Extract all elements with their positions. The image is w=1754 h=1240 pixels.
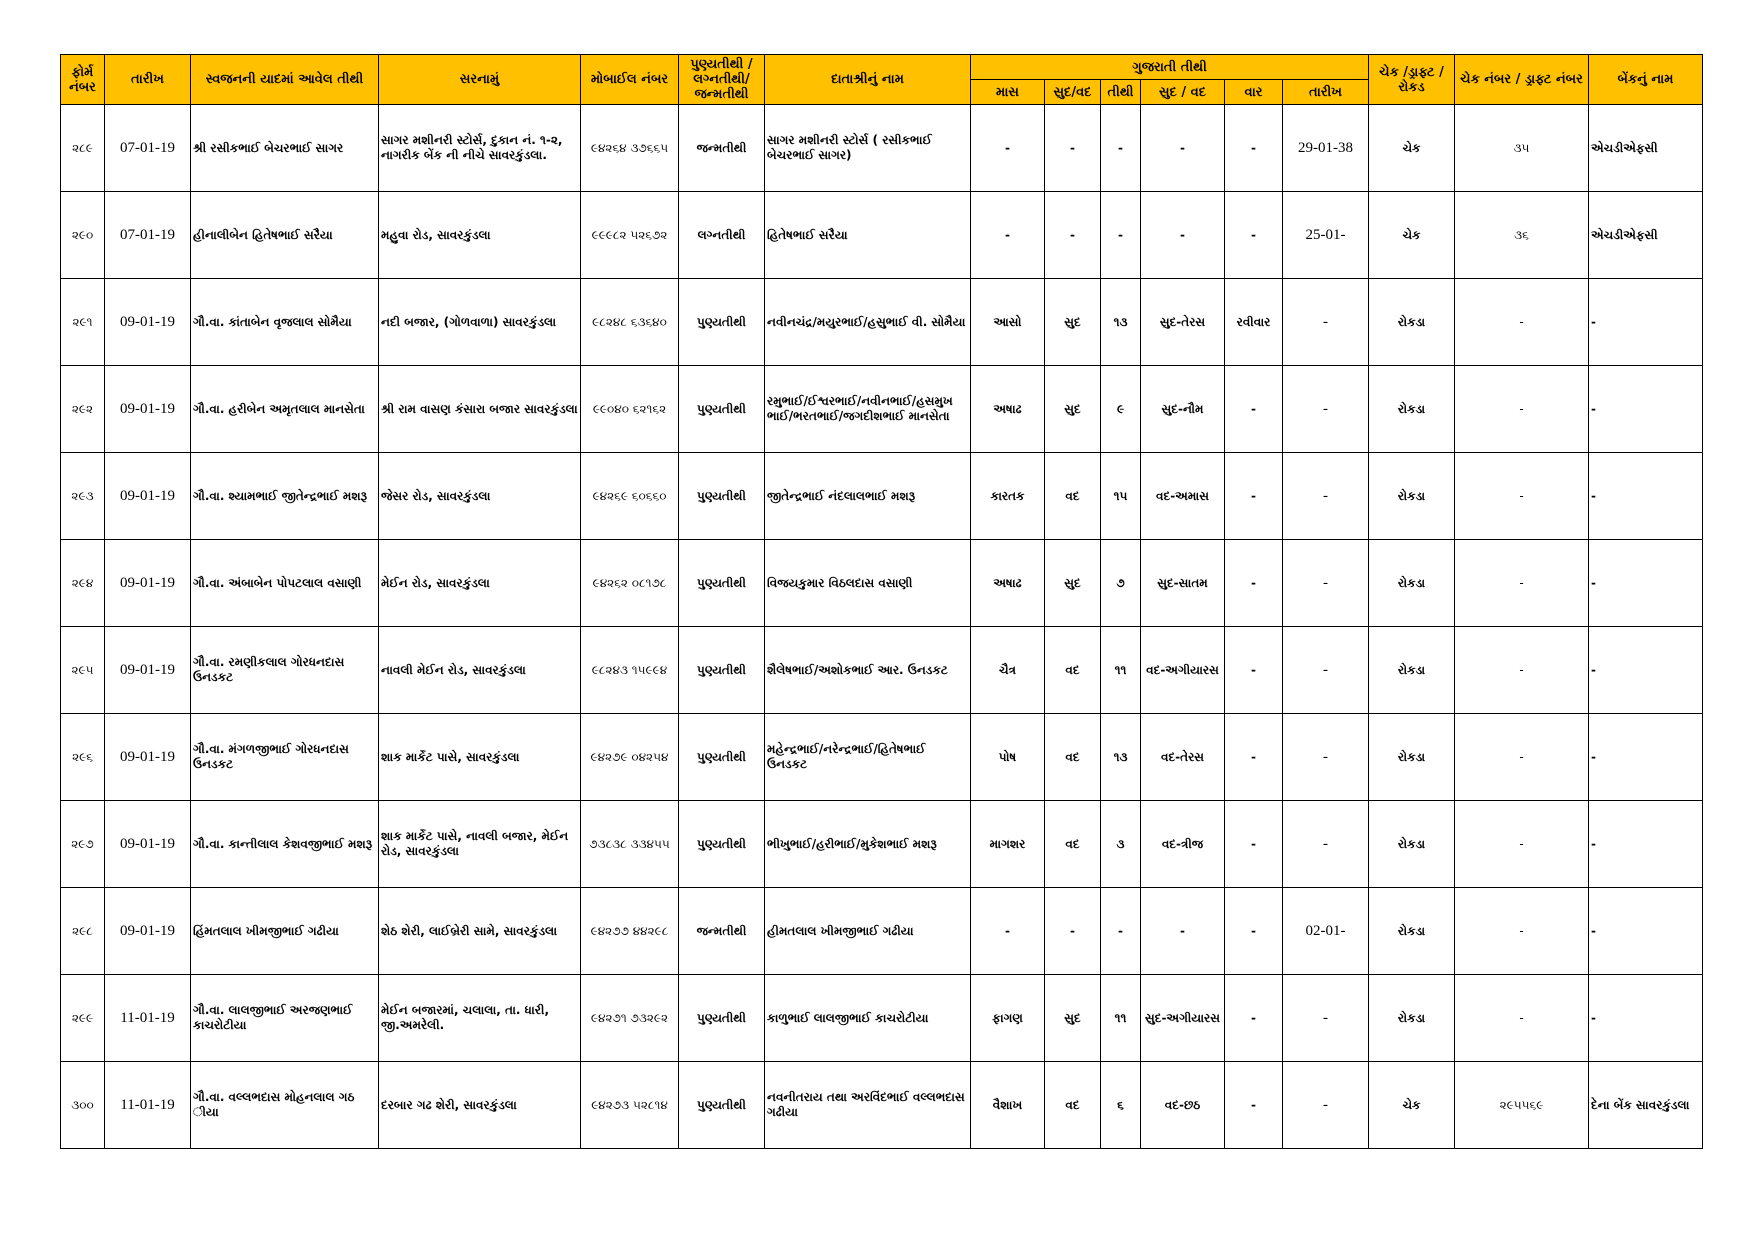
donor-cell: મહેન્દ્રભાઈ/નરેન્દ્રભાઈ/હિતેષભાઈ ઉનડકટ: [765, 714, 971, 801]
tithi-date-cell: 25-01-: [1283, 192, 1369, 279]
tithi-number-cell: ૭: [1101, 540, 1141, 627]
form-number-cell: ૨૯૧: [61, 279, 105, 366]
address-cell: શાક માર્કેટ પાસે, સાવરકુંડલા: [379, 714, 581, 801]
payment-type-cell: રોકડા: [1369, 366, 1455, 453]
mobile-cell: ૭૩૮૩૮ ૩૩૪૫૫: [581, 801, 679, 888]
payment-type-cell: ચેક: [1369, 1062, 1455, 1149]
month-cell: ફાગણ: [971, 975, 1045, 1062]
bank-name-cell: એચડીએફસી: [1589, 105, 1703, 192]
sud-vad-cell: વદ: [1045, 1062, 1101, 1149]
bank-name-cell: દેના બેંક સાવરકુંડલા: [1589, 1062, 1703, 1149]
sud-vad-cell: -: [1045, 888, 1101, 975]
donor-cell: નવનીતરાય તથા અરવિંદભાઈ વલ્લભદાસ ગઢીયા: [765, 1062, 971, 1149]
mobile-cell: ૯૪૨૭૭ ૪૪૨૯૮: [581, 888, 679, 975]
sud-vad-cell: સુદ: [1045, 975, 1101, 1062]
weekday-cell: -: [1225, 801, 1283, 888]
payment-type-cell: રોકડા: [1369, 714, 1455, 801]
donor-cell: શૈલેષભાઈ/અશોકભાઈ આર. ઉનડકટ: [765, 627, 971, 714]
bank-name-cell: -: [1589, 888, 1703, 975]
tithi-number-cell: ૩: [1101, 801, 1141, 888]
weekday-cell: -: [1225, 105, 1283, 192]
form-number-cell: ૨૮૯: [61, 105, 105, 192]
header-cheque-no: ચેક નંબર / ડ્રાફ્ટ નંબર: [1455, 55, 1589, 105]
date-cell: 09-01-19: [105, 453, 191, 540]
tithi-name-cell: ગૌ.વા. રમણીકલાલ ગોરધનદાસ ઉનડકટ: [191, 627, 379, 714]
mobile-cell: ૯૪૨૬૯ ૬૦૬૬૦: [581, 453, 679, 540]
month-cell: ચૈત્ર: [971, 627, 1045, 714]
month-cell: કારતક: [971, 453, 1045, 540]
tithi-date-cell: -: [1283, 453, 1369, 540]
tithi-date-cell: -: [1283, 279, 1369, 366]
address-cell: સાગર મશીનરી સ્ટોર્સ, દુકાન નં. ૧-૨, નાગરીક બેંક ની નીચે સાવરકુંડલા.: [379, 105, 581, 192]
header-occasion: પુણ્યતીથી / લગ્નતીથી/ જન્મતીથી: [679, 55, 765, 105]
mobile-cell: ૯૪૨૭૧ ૭૩૨૯૨: [581, 975, 679, 1062]
payment-type-cell: રોકડા: [1369, 627, 1455, 714]
payment-type-cell: ચેક: [1369, 105, 1455, 192]
occasion-cell: જન્મતીથી: [679, 105, 765, 192]
address-cell: નાવલી મેઈન રોડ, સાવરકુંડલા: [379, 627, 581, 714]
date-cell: 09-01-19: [105, 540, 191, 627]
occasion-cell: પુણ્યતીથી: [679, 714, 765, 801]
payment-type-cell: ચેક: [1369, 192, 1455, 279]
tithi-date-cell: -: [1283, 975, 1369, 1062]
payment-type-cell: રોકડા: [1369, 888, 1455, 975]
address-cell: જેસર રોડ, સાવરકુંડલા: [379, 453, 581, 540]
sud-vad-name-cell: સુદ-સાતમ: [1141, 540, 1225, 627]
donor-cell: સાગર મશીનરી સ્ટોર્સ ( રસીકભાઈ બેચરભાઈ સાગર): [765, 105, 971, 192]
date-cell: 11-01-19: [105, 975, 191, 1062]
bank-name-cell: -: [1589, 366, 1703, 453]
mobile-cell: ૯૮૨૪૮ ૬૩૬૪૦: [581, 279, 679, 366]
form-number-cell: ૨૯૦: [61, 192, 105, 279]
donor-cell: વિજયકુમાર વિઠલદાસ વસાણી: [765, 540, 971, 627]
tithi-number-cell: ૯: [1101, 366, 1141, 453]
sud-vad-cell: -: [1045, 105, 1101, 192]
occasion-cell: પુણ્યતીથી: [679, 801, 765, 888]
table-row: [61, 279, 1703, 366]
tithi-number-cell: -: [1101, 192, 1141, 279]
tithi-number-cell: ૧૧: [1101, 627, 1141, 714]
cheque-number-cell: -: [1455, 279, 1589, 366]
tithi-name-cell: શ્રી રસીકભાઈ બેચરભાઈ સાગર: [191, 105, 379, 192]
tithi-name-cell: ગૌ.વા. અંબાબેન પોપટલાલ વસાણી: [191, 540, 379, 627]
tithi-name-cell: ગૌ.વા. કાન્તીલાલ કેશવજીભાઈ મશરૂ: [191, 801, 379, 888]
date-cell: 09-01-19: [105, 627, 191, 714]
weekday-cell: -: [1225, 888, 1283, 975]
cheque-number-cell: -: [1455, 627, 1589, 714]
tithi-number-cell: ૧૩: [1101, 714, 1141, 801]
occasion-cell: લગ્નતીથી: [679, 192, 765, 279]
table-row: [61, 192, 1703, 279]
tithi-number-cell: ૬: [1101, 1062, 1141, 1149]
weekday-cell: -: [1225, 714, 1283, 801]
cheque-number-cell: ૩૬: [1455, 192, 1589, 279]
table-row: [61, 801, 1703, 888]
header-gujarati-tithi: ગુજરાતી તીથી: [971, 55, 1369, 80]
table-row: [61, 627, 1703, 714]
tithi-date-cell: -: [1283, 540, 1369, 627]
weekday-cell: -: [1225, 1062, 1283, 1149]
form-number-cell: ૨૯૯: [61, 975, 105, 1062]
tithi-name-cell: હીનાલીબેન હિતેષભાઈ સરૈયા: [191, 192, 379, 279]
bank-name-cell: -: [1589, 714, 1703, 801]
mobile-cell: ૯૪૨૬૪ ૩૭૬૬૫: [581, 105, 679, 192]
header-tithi: સ્વજનની યાદમાં આવેલ તીથી: [191, 55, 379, 105]
address-cell: શેઠ શેરી, લાઈબ્રેરી સામે, સાવરકુંડલા: [379, 888, 581, 975]
header-sud-vad-name: સુદ / વદ: [1141, 80, 1225, 105]
donor-cell: ભીખુભાઈ/હરીભાઈ/મુકેશભાઈ મશરૂ: [765, 801, 971, 888]
header-tithi-no: તીથી: [1101, 80, 1141, 105]
donor-cell: રમુભાઈ/ઈશ્વરભાઈ/નવીનભાઈ/હસમુખ ભાઈ/ભરતભાઈ/જગદીશભાઈ માનસેતા: [765, 366, 971, 453]
table-row: [61, 540, 1703, 627]
cheque-number-cell: -: [1455, 453, 1589, 540]
address-cell: શાક માર્કેટ પાસે, નાવલી બજાર, મેઈન રોડ, સાવરકુંડલા: [379, 801, 581, 888]
occasion-cell: પુણ્યતીથી: [679, 1062, 765, 1149]
sud-vad-cell: સુદ: [1045, 279, 1101, 366]
tithi-number-cell: -: [1101, 888, 1141, 975]
weekday-cell: -: [1225, 453, 1283, 540]
tithi-date-cell: -: [1283, 1062, 1369, 1149]
donor-cell: જીતેન્દ્રભાઈ નંદલાલભાઈ મશરૂ: [765, 453, 971, 540]
header-sud-vad: સુદ/વદ: [1045, 80, 1101, 105]
sud-vad-name-cell: વદ-તેરસ: [1141, 714, 1225, 801]
sud-vad-cell: સુદ: [1045, 540, 1101, 627]
tithi-date-cell: -: [1283, 366, 1369, 453]
mobile-cell: ૯૮૨૪૩ ૧૫૯૯૪: [581, 627, 679, 714]
header-month: માસ: [971, 80, 1045, 105]
date-cell: 11-01-19: [105, 1062, 191, 1149]
header-bank: બેંકનું નામ: [1589, 55, 1703, 105]
month-cell: વૈશાખ: [971, 1062, 1045, 1149]
sud-vad-name-cell: સુદ-નૌમ: [1141, 366, 1225, 453]
month-cell: -: [971, 105, 1045, 192]
month-cell: આસો: [971, 279, 1045, 366]
form-number-cell: ૨૯૮: [61, 888, 105, 975]
bank-name-cell: -: [1589, 540, 1703, 627]
weekday-cell: -: [1225, 627, 1283, 714]
month-cell: -: [971, 888, 1045, 975]
table-row: [61, 105, 1703, 192]
table-row: [61, 453, 1703, 540]
occasion-cell: પુણ્યતીથી: [679, 975, 765, 1062]
sud-vad-name-cell: -: [1141, 888, 1225, 975]
cheque-number-cell: -: [1455, 801, 1589, 888]
month-cell: પોષ: [971, 714, 1045, 801]
sud-vad-name-cell: વદ-ત્રીજ: [1141, 801, 1225, 888]
cheque-number-cell: -: [1455, 888, 1589, 975]
address-cell: શ્રી રામ વાસણ કંસારા બજાર સાવરકુંડલા: [379, 366, 581, 453]
tithi-date-cell: 02-01-: [1283, 888, 1369, 975]
header-date: તારીખ: [105, 55, 191, 105]
date-cell: 09-01-19: [105, 366, 191, 453]
sud-vad-cell: વદ: [1045, 627, 1101, 714]
form-number-cell: ૩૦૦: [61, 1062, 105, 1149]
date-cell: 07-01-19: [105, 192, 191, 279]
form-number-cell: ૨૯૪: [61, 540, 105, 627]
bank-name-cell: -: [1589, 453, 1703, 540]
sud-vad-name-cell: સુદ-તેરસ: [1141, 279, 1225, 366]
tithi-name-cell: ગૌ.વા. મંગળજીભાઈ ગોરધનદાસ ઉનડકટ: [191, 714, 379, 801]
tithi-number-cell: ૧૫: [1101, 453, 1141, 540]
month-cell: અષાઢ: [971, 540, 1045, 627]
mobile-cell: ૯૪૨૬૨ ૦૮૧૭૮: [581, 540, 679, 627]
date-cell: 09-01-19: [105, 888, 191, 975]
sud-vad-cell: વદ: [1045, 801, 1101, 888]
tithi-number-cell: ૧૧: [1101, 975, 1141, 1062]
header-address: સરનામું: [379, 55, 581, 105]
donor-cell: હિતેષભાઈ સરૈયા: [765, 192, 971, 279]
tithi-date-cell: -: [1283, 714, 1369, 801]
tithi-name-cell: ગૌ.વા. શ્યામભાઈ જીતેન્દ્રભાઈ મશરૂ: [191, 453, 379, 540]
mobile-cell: ૯૪૨૭૯ ૦૪૨૫૪: [581, 714, 679, 801]
sud-vad-name-cell: વદ-છઠ: [1141, 1062, 1225, 1149]
table-row: [61, 1062, 1703, 1149]
sud-vad-name-cell: -: [1141, 192, 1225, 279]
table-row: [61, 714, 1703, 801]
weekday-cell: -: [1225, 540, 1283, 627]
tithi-date-cell: -: [1283, 801, 1369, 888]
cheque-number-cell: -: [1455, 540, 1589, 627]
sud-vad-name-cell: -: [1141, 105, 1225, 192]
bank-name-cell: એચડીએફસી: [1589, 192, 1703, 279]
occasion-cell: પુણ્યતીથી: [679, 453, 765, 540]
table-row: [61, 888, 1703, 975]
sud-vad-cell: સુદ: [1045, 366, 1101, 453]
month-cell: -: [971, 192, 1045, 279]
sud-vad-name-cell: સુદ-અગીયારસ: [1141, 975, 1225, 1062]
month-cell: માગશર: [971, 801, 1045, 888]
tithi-name-cell: ગૌ.વા. લાલજીભાઈ અરજણભાઈ કાચરોટીયા: [191, 975, 379, 1062]
date-cell: 09-01-19: [105, 801, 191, 888]
cheque-number-cell: -: [1455, 975, 1589, 1062]
sud-vad-cell: -: [1045, 192, 1101, 279]
tithi-name-cell: ગૌ.વા. વલ્લભદાસ મોહનલાલ ગઠ ીયા: [191, 1062, 379, 1149]
occasion-cell: પુણ્યતીથી: [679, 366, 765, 453]
occasion-cell: પુણ્યતીથી: [679, 627, 765, 714]
table-row: [61, 366, 1703, 453]
date-cell: 09-01-19: [105, 279, 191, 366]
cheque-number-cell: -: [1455, 714, 1589, 801]
date-cell: 09-01-19: [105, 714, 191, 801]
cheque-number-cell: -: [1455, 366, 1589, 453]
form-number-cell: ૨૯૭: [61, 801, 105, 888]
bank-name-cell: -: [1589, 975, 1703, 1062]
header-form-no: ફોર્મ નંબર: [61, 55, 105, 105]
tithi-name-cell: હિંમતલાલ ખીમજીભાઈ ગઢીયા: [191, 888, 379, 975]
mobile-cell: ૯૯૯૮૨ ૫૨૬૭૨: [581, 192, 679, 279]
form-number-cell: ૨૯૩: [61, 453, 105, 540]
mobile-cell: ૯૪૨૭૩ ૫૨૮૧૪: [581, 1062, 679, 1149]
tithi-number-cell: -: [1101, 105, 1141, 192]
donor-cell: હીમતલાલ ખીમજીભાઈ ગઢીયા: [765, 888, 971, 975]
table-row: [61, 975, 1703, 1062]
payment-type-cell: રોકડા: [1369, 540, 1455, 627]
sud-vad-name-cell: વદ-અગીયારસ: [1141, 627, 1225, 714]
header-payment: ચેક /ડ્રાફ્ટ / રોકડ: [1369, 55, 1455, 105]
month-cell: અષાઢ: [971, 366, 1045, 453]
tithi-date-cell: -: [1283, 627, 1369, 714]
date-cell: 07-01-19: [105, 105, 191, 192]
weekday-cell: રવીવાર: [1225, 279, 1283, 366]
payment-type-cell: રોકડા: [1369, 975, 1455, 1062]
form-number-cell: ૨૯૫: [61, 627, 105, 714]
donation-register-table: [60, 54, 1703, 1149]
tithi-number-cell: ૧૩: [1101, 279, 1141, 366]
bank-name-cell: -: [1589, 279, 1703, 366]
tithi-name-cell: ગૌ.વા. કાંતાબેન વૃજલાલ સોમૈયા: [191, 279, 379, 366]
address-cell: મેઈન બજારમાં, ચલાલા, તા. ધારી, જી.અમરેલી.: [379, 975, 581, 1062]
form-number-cell: ૨૯૬: [61, 714, 105, 801]
donor-cell: કાળુભાઈ લાલજીભાઈ કાચરોટીયા: [765, 975, 971, 1062]
cheque-number-cell: ૩૫: [1455, 105, 1589, 192]
tithi-name-cell: ગૌ.વા. હરીબેન અમૃતલાલ માનસેતા: [191, 366, 379, 453]
occasion-cell: પુણ્યતીથી: [679, 279, 765, 366]
payment-type-cell: રોકડા: [1369, 279, 1455, 366]
header-donor: દાતાશ્રીનું નામ: [765, 55, 971, 105]
weekday-cell: -: [1225, 192, 1283, 279]
donor-cell: નવીનચંદ્ર/મયુરભાઈ/હસુભાઈ વી. સોમૈયા: [765, 279, 971, 366]
mobile-cell: ૯૯૦૪૦ ૬૨૧૬૨: [581, 366, 679, 453]
bank-name-cell: -: [1589, 801, 1703, 888]
form-number-cell: ૨૯૨: [61, 366, 105, 453]
sud-vad-cell: વદ: [1045, 453, 1101, 540]
occasion-cell: પુણ્યતીથી: [679, 540, 765, 627]
payment-type-cell: રોકડા: [1369, 453, 1455, 540]
header-tithi-date: તારીખ: [1283, 80, 1369, 105]
header-mobile: મોબાઈલ નંબર: [581, 55, 679, 105]
payment-type-cell: રોકડા: [1369, 801, 1455, 888]
address-cell: મેઈન રોડ, સાવરકુંડલા: [379, 540, 581, 627]
weekday-cell: -: [1225, 366, 1283, 453]
sud-vad-cell: વદ: [1045, 714, 1101, 801]
header-weekday: વાર: [1225, 80, 1283, 105]
address-cell: મહુવા રોડ, સાવરકુંડલા: [379, 192, 581, 279]
address-cell: નદી બજાર, (ગોળવાળા) સાવરકુંડલા: [379, 279, 581, 366]
address-cell: દરબાર ગઢ શેરી, સાવરકુંડલા: [379, 1062, 581, 1149]
tithi-date-cell: 29-01-38: [1283, 105, 1369, 192]
bank-name-cell: -: [1589, 627, 1703, 714]
occasion-cell: જન્મતીથી: [679, 888, 765, 975]
sud-vad-name-cell: વદ-અમાસ: [1141, 453, 1225, 540]
cheque-number-cell: ૨૯૫૫૬૯: [1455, 1062, 1589, 1149]
weekday-cell: -: [1225, 975, 1283, 1062]
